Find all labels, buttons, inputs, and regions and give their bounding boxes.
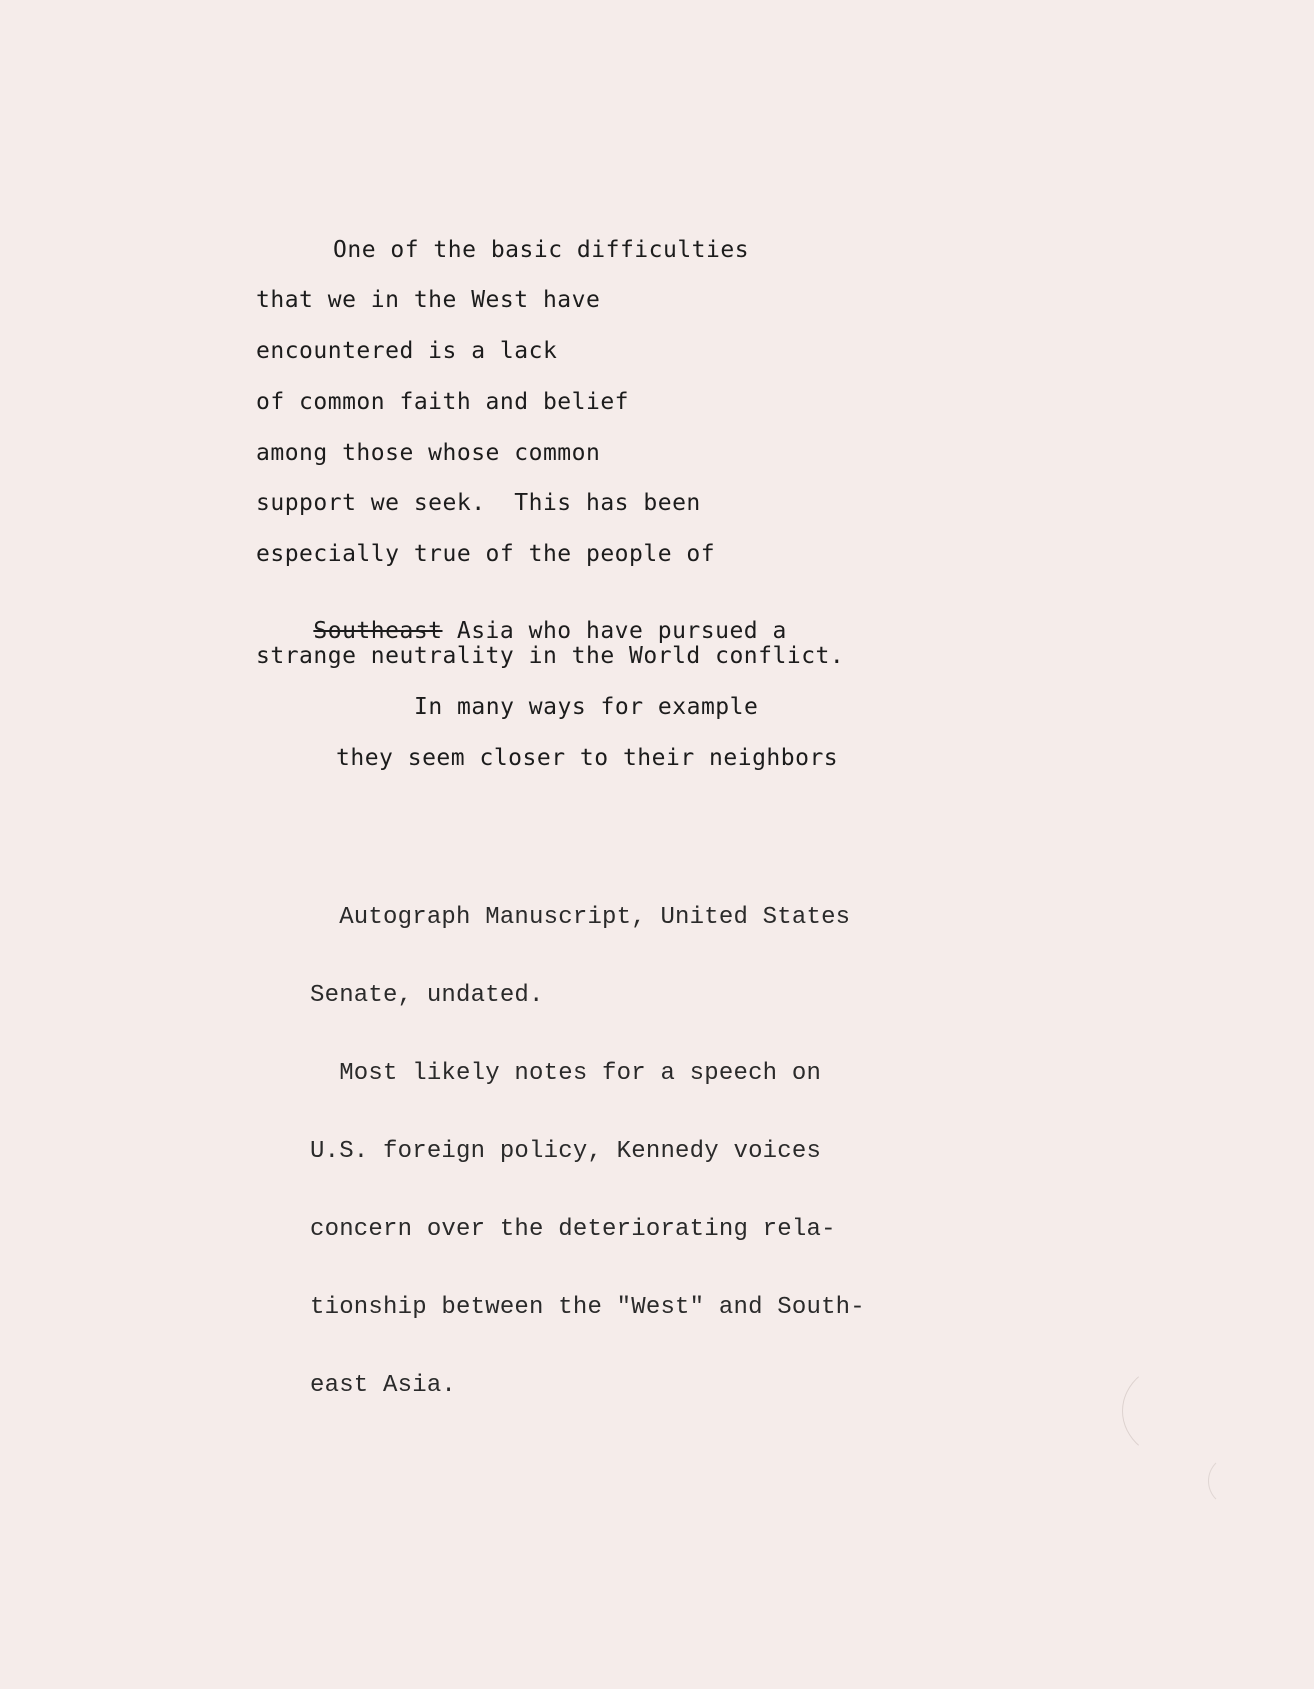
manuscript-line-4: of common faith and belief <box>256 389 630 415</box>
manuscript-line-3: encountered is a lack <box>256 338 558 364</box>
caption-line-3: Most likely notes for a speech on <box>310 1060 822 1087</box>
auction-caption <box>310 853 865 1451</box>
manuscript-line-8-rest: Asia who have pursued a <box>442 618 787 644</box>
manuscript-line-9: strange neutrality in the World conflict. <box>256 643 845 669</box>
manuscript-line-10: In many ways for example <box>414 694 759 720</box>
caption-line-6: tionship between the "West" and South- <box>310 1294 865 1321</box>
struck-word: Southeast <box>313 618 443 644</box>
caption-line-5: concern over the deteriorating rela- <box>310 1216 836 1243</box>
caption-line-4: U.S. foreign policy, Kennedy voices <box>310 1138 822 1165</box>
manuscript-line-1: One of the basic difficulties <box>333 237 750 263</box>
caption-line-2: Senate, undated. <box>310 982 544 1009</box>
manuscript-line-2: that we in the West have <box>256 287 601 313</box>
caption-line-1: Autograph Manuscript, United States <box>310 904 851 931</box>
paper-mark <box>1208 1455 1260 1507</box>
manuscript-line-7: especially true of the people of <box>256 541 716 567</box>
caption-line-7: east Asia. <box>310 1372 457 1399</box>
paper-mark <box>1122 1360 1244 1462</box>
manuscript-line-6: support we seek. This has been <box>256 490 701 516</box>
manuscript-line-11: they seem closer to their neighbors <box>336 745 839 771</box>
manuscript-line-5: among those whose common <box>256 440 601 466</box>
